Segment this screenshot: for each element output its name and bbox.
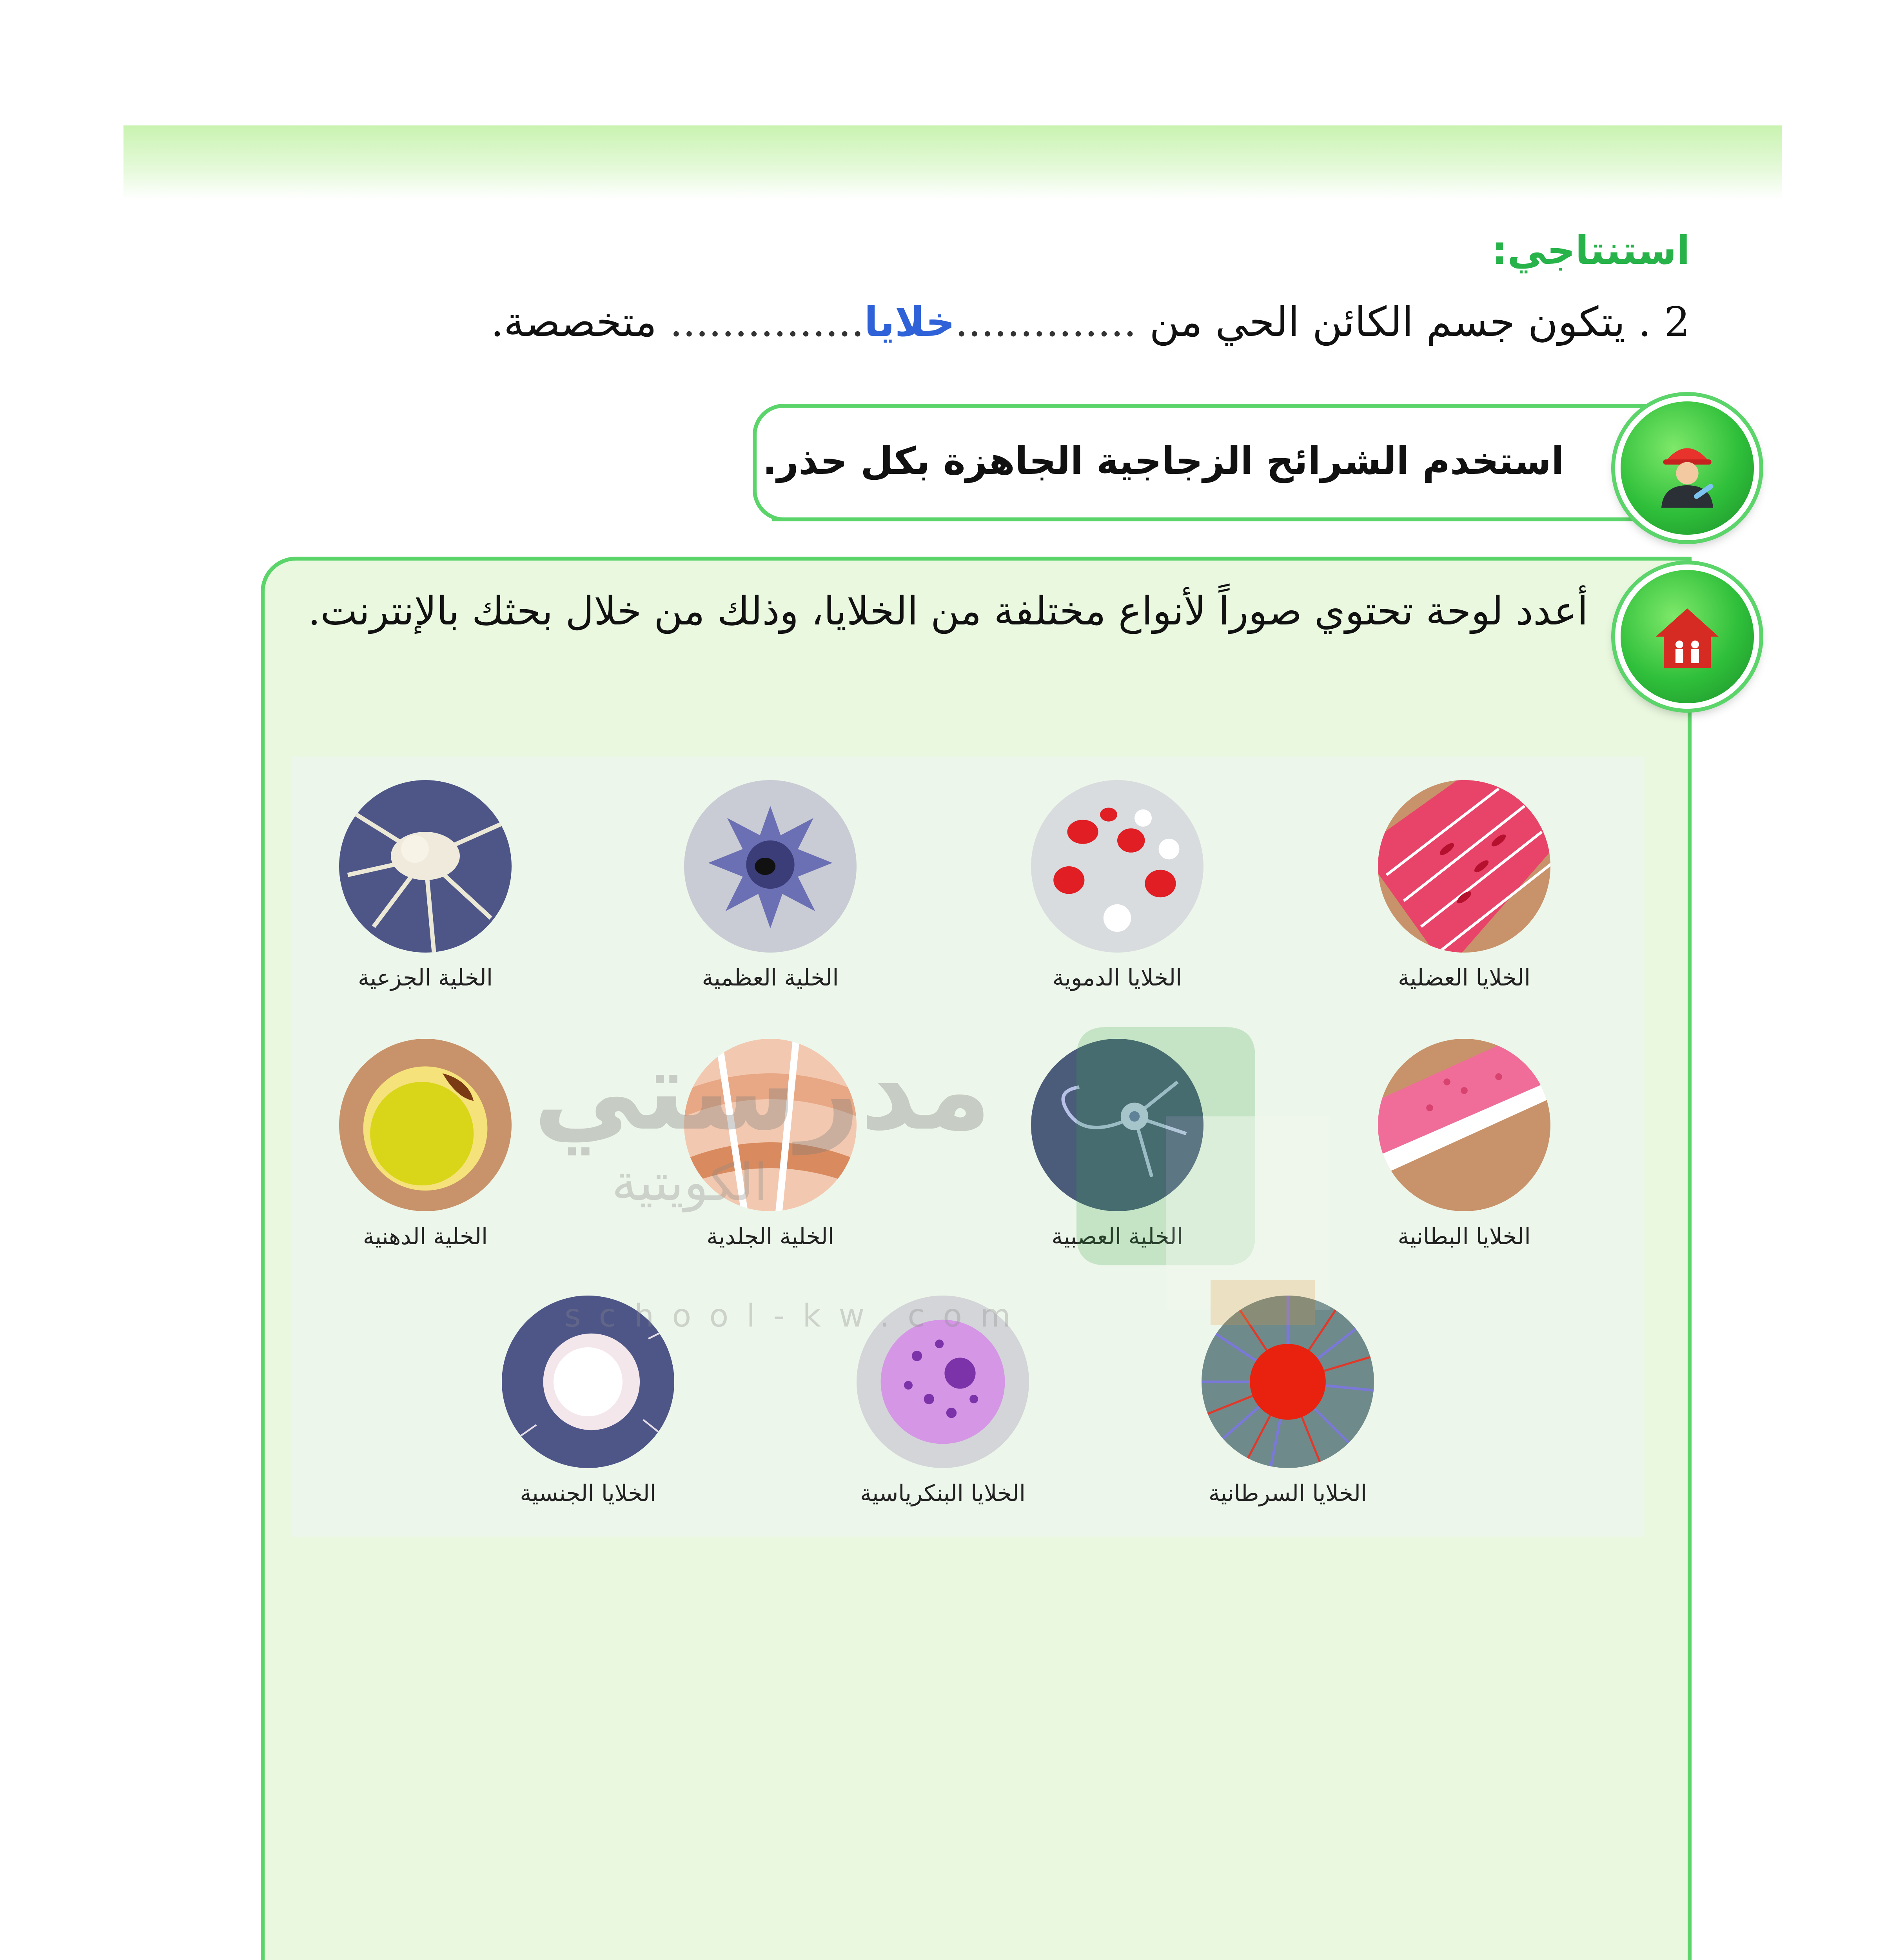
blood-cell-icon [1031, 780, 1203, 953]
cell-cancer [1186, 1296, 1390, 1535]
nerve-cell-icon [1031, 1039, 1203, 1211]
cell-endothelial [1362, 1039, 1566, 1278]
top-header-band [123, 125, 1782, 200]
cell-stem [323, 780, 527, 1019]
cell-muscle [1362, 780, 1566, 1019]
cell-label: الخلية الجزعية [358, 964, 493, 991]
sex-cell-icon [502, 1296, 674, 1468]
answer-text: خلايا [864, 298, 955, 346]
safety-banner [753, 404, 1666, 521]
fat-cell-icon [339, 1039, 512, 1211]
conclusion-title: استنتاجي: [1492, 227, 1690, 273]
cell-label: الخلايا البنكرياسية [860, 1480, 1026, 1506]
sentence-end: متخصصة. [490, 298, 657, 346]
watermark-name: مدرستي [533, 1027, 992, 1155]
watermark-sub: الكويتية [612, 1152, 768, 1212]
conclusion-sentence [491, 298, 1690, 346]
cell-label: الخلية الجلدية [706, 1223, 834, 1250]
muscle-cell-icon [1378, 780, 1550, 953]
sentence-start: يتكون جسم الكائن الحي من [1149, 298, 1625, 346]
skin-cell-icon [684, 1039, 857, 1211]
pancreatic-cell-icon [857, 1296, 1029, 1468]
cell-skin [668, 1039, 872, 1278]
watermark-url: school-kw.com [565, 1298, 1029, 1334]
cell-label: الخلايا السرطانية [1208, 1480, 1367, 1506]
safety-text: استخدم الشرائح الزجاجية الجاهزة بكل حذر. [762, 439, 1564, 483]
cell-blood [1015, 780, 1219, 1019]
cell-label: الخلايا الدموية [1052, 964, 1182, 991]
cell-pancreatic [841, 1296, 1045, 1535]
cell-bone [668, 780, 872, 1019]
cell-sex [486, 1296, 690, 1535]
cell-label: الخلية الدهنية [363, 1223, 488, 1250]
cell-label: الخلايا الجنسية [520, 1480, 656, 1506]
cancer-cell-icon [1202, 1296, 1374, 1468]
stem-cell-icon [339, 780, 512, 953]
activity-instruction: أعدد لوحة تحتوي صوراً لأنواع مختلفة من الخلايا، وذلك من خلال بحثك بالإنترنت. [308, 588, 1588, 634]
endothelial-cell-icon [1378, 1039, 1550, 1211]
safety-worker-icon [1615, 396, 1759, 540]
item-number: 2 . [1638, 298, 1690, 346]
dots-after: ............... [670, 298, 864, 346]
cell-fat [323, 1039, 527, 1278]
cell-nerve [1015, 1039, 1219, 1278]
bone-cell-icon [684, 780, 857, 953]
cell-label: الخلية العظمية [702, 964, 839, 991]
dots-before: .............. [955, 298, 1137, 346]
cell-label: الخلية العصبية [1051, 1223, 1183, 1250]
cell-label: الخلايا العضلية [1398, 964, 1530, 991]
cell-label: الخلايا البطانية [1398, 1223, 1531, 1250]
home-family-icon [1615, 564, 1759, 709]
